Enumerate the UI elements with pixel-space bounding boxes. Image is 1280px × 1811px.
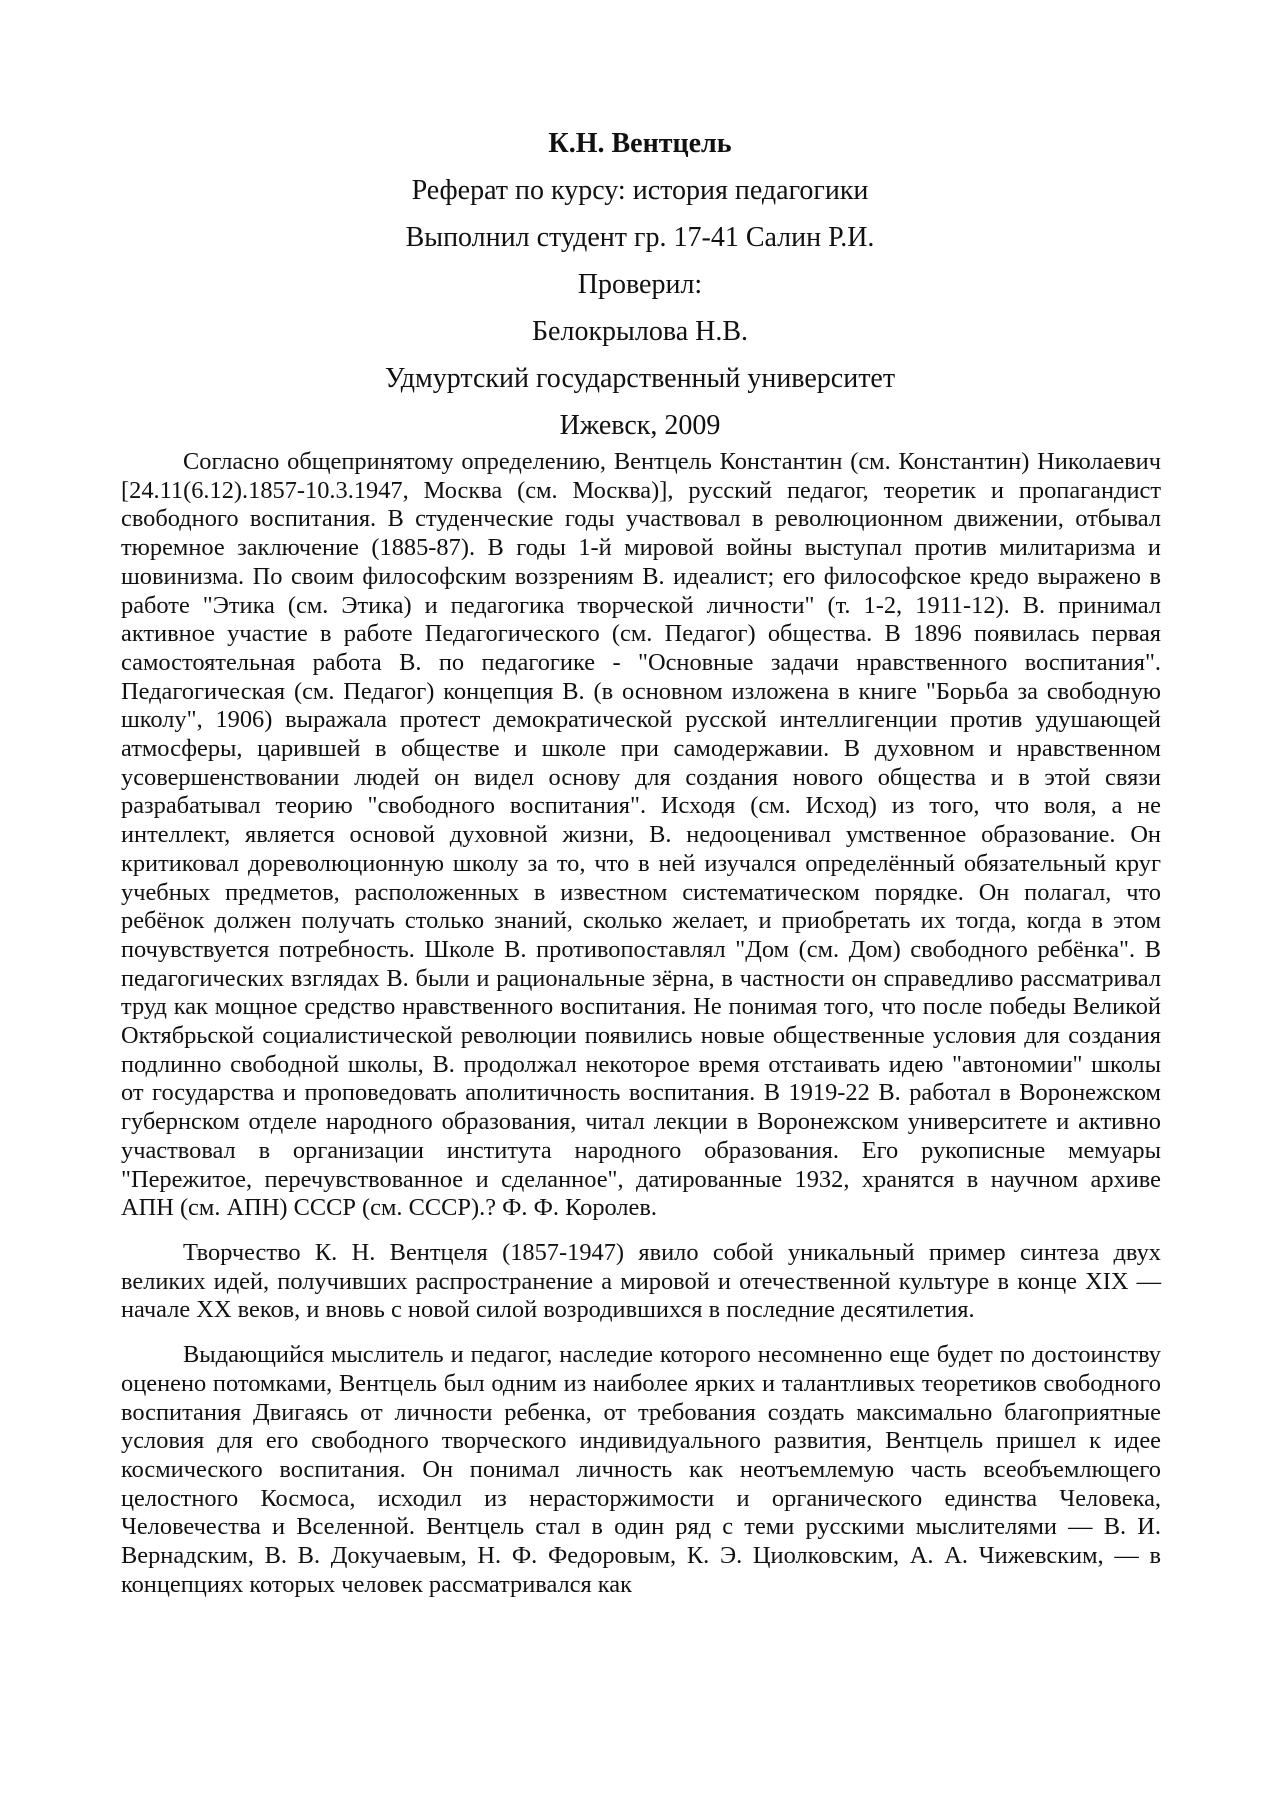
document-title: К.Н. Вентцель	[548, 128, 732, 159]
document-body	[121, 448, 1161, 1615]
city-year: Ижевск, 2009	[559, 410, 721, 441]
author-line: Выполнил студент гр. 17-41 Салин Р.И.	[405, 222, 875, 253]
paragraph: Творчество К. Н. Вентцеля (1857-1947) явило собой уникальный пример синтеза двух великих идей, получивших распространение а мировой и отечественной культуре в конце XIX — начале XX веков, и вновь с новой силой возродившихся в последние десятилетия.	[121, 1238, 1161, 1324]
title-block	[120, 120, 1160, 449]
paragraph: Выдающийся мыслитель и педагог, наследие которого несомненно еще будет по достоинству оценено потомками, Вентцель был одним из наиболее ярких и талантливых теоретиков свободного воспитания Двигаясь от личности ребенка, от требования создать максимально благоприятные условия для его свободного творческого индивидуального развития, Вентцель пришел к идее космического воспитания. Он понимал личность как неотъемлемую часть всеобъемлющего целостного Космоса, исходил из нерасторжимости и органического единства Человека, Человечества и Вселенной. Вентцель стал в один ряд с теми русскими мыслителями — В. И. Вернадским, В. В. Докучаевым, Н. Ф. Федоровым, К. Э. Циолковским, А. А. Чижевским, — в концепциях которых человек рассматривался как	[121, 1341, 1161, 1598]
checker-name: Белокрылова Н.В.	[531, 316, 749, 347]
checked-label: Проверил:	[577, 269, 703, 300]
university-name: Удмуртский государственный университет	[384, 363, 896, 394]
paragraph: Согласно общепринятому определению, Вентцель Константин (см. Константин) Николаевич [24.11(6.12).1857-10.3.1947, Москва (см. Москва)], русский педагог, теоретик и пропагандист свободного воспитания. В студенческие годы участвовал в революционном движении, отбывал тюремное заключение (1885-87). В годы 1-й мировой войны выступал против милитаризма и шовинизма. По своим философским воззрениям В. идеалист; его философское кредо выражено в работе "Этика (см. Этика) и педагогика творческой личности" (т. 1-2, 1911-12). В. принимал активное участие в работе Педагогического (см. Педагог) общества. В 1896 появилась первая самостоятельная работа В. по педагогике - "Основные задачи нравственного воспитания". Педагогическая (см. Педагог) концепция В. (в основном изложена в книге "Борьба за свободную школу", 1906) выражала протест демократической русской интеллигенции против удушающей атмосферы, царившей в обществе и школе при самодержавии. В духовном и нравственном усовершенствовании людей он видел основу для создания нового общества и в этой связи разрабатывал теорию "свободного воспитания". Исходя (см. Исход) из того, что воля, а не интеллект, является основой духовной жизни, В. недооценивал умственное образование. Он критиковал дореволюционную школу за то, что в ней изучался определённый обязательный круг учебных предметов, расположенных в известном систематическом порядке. Он полагал, что ребёнок должен получать столько знаний, сколько желает, и приобретать их тогда, когда в этом почувствуется потребность. Школе В. противопоставлял "Дом (см. Дом) свободного ребёнка". В педагогических взглядах В. были и рациональные зёрна, в частности он справедливо рассматривал труд как мощное средство нравственного воспитания. Не понимая того, что после победы Великой Октябрьской социалистической революции появились новые общественные условия для создания подлинно свободной школы, В. продолжал некоторое время отстаивать идею "автономии" школы от государства и проповедовать аполитичность воспитания. В 1919-22 В. работал в Воронежском губернском отделе народного образования, читал лекции в Воронежском университете и активно участвовал в организации института народного образования. Его рукописные мемуары "Пережитое, перечувствованное и сделанное", датированные 1932, хранятся в научном архиве АПН (см. АПН) СССР (см. СССР).? Ф. Ф. Королев.	[121, 448, 1161, 1222]
document-subtitle: Реферат по курсу: история педагогики	[411, 175, 869, 206]
